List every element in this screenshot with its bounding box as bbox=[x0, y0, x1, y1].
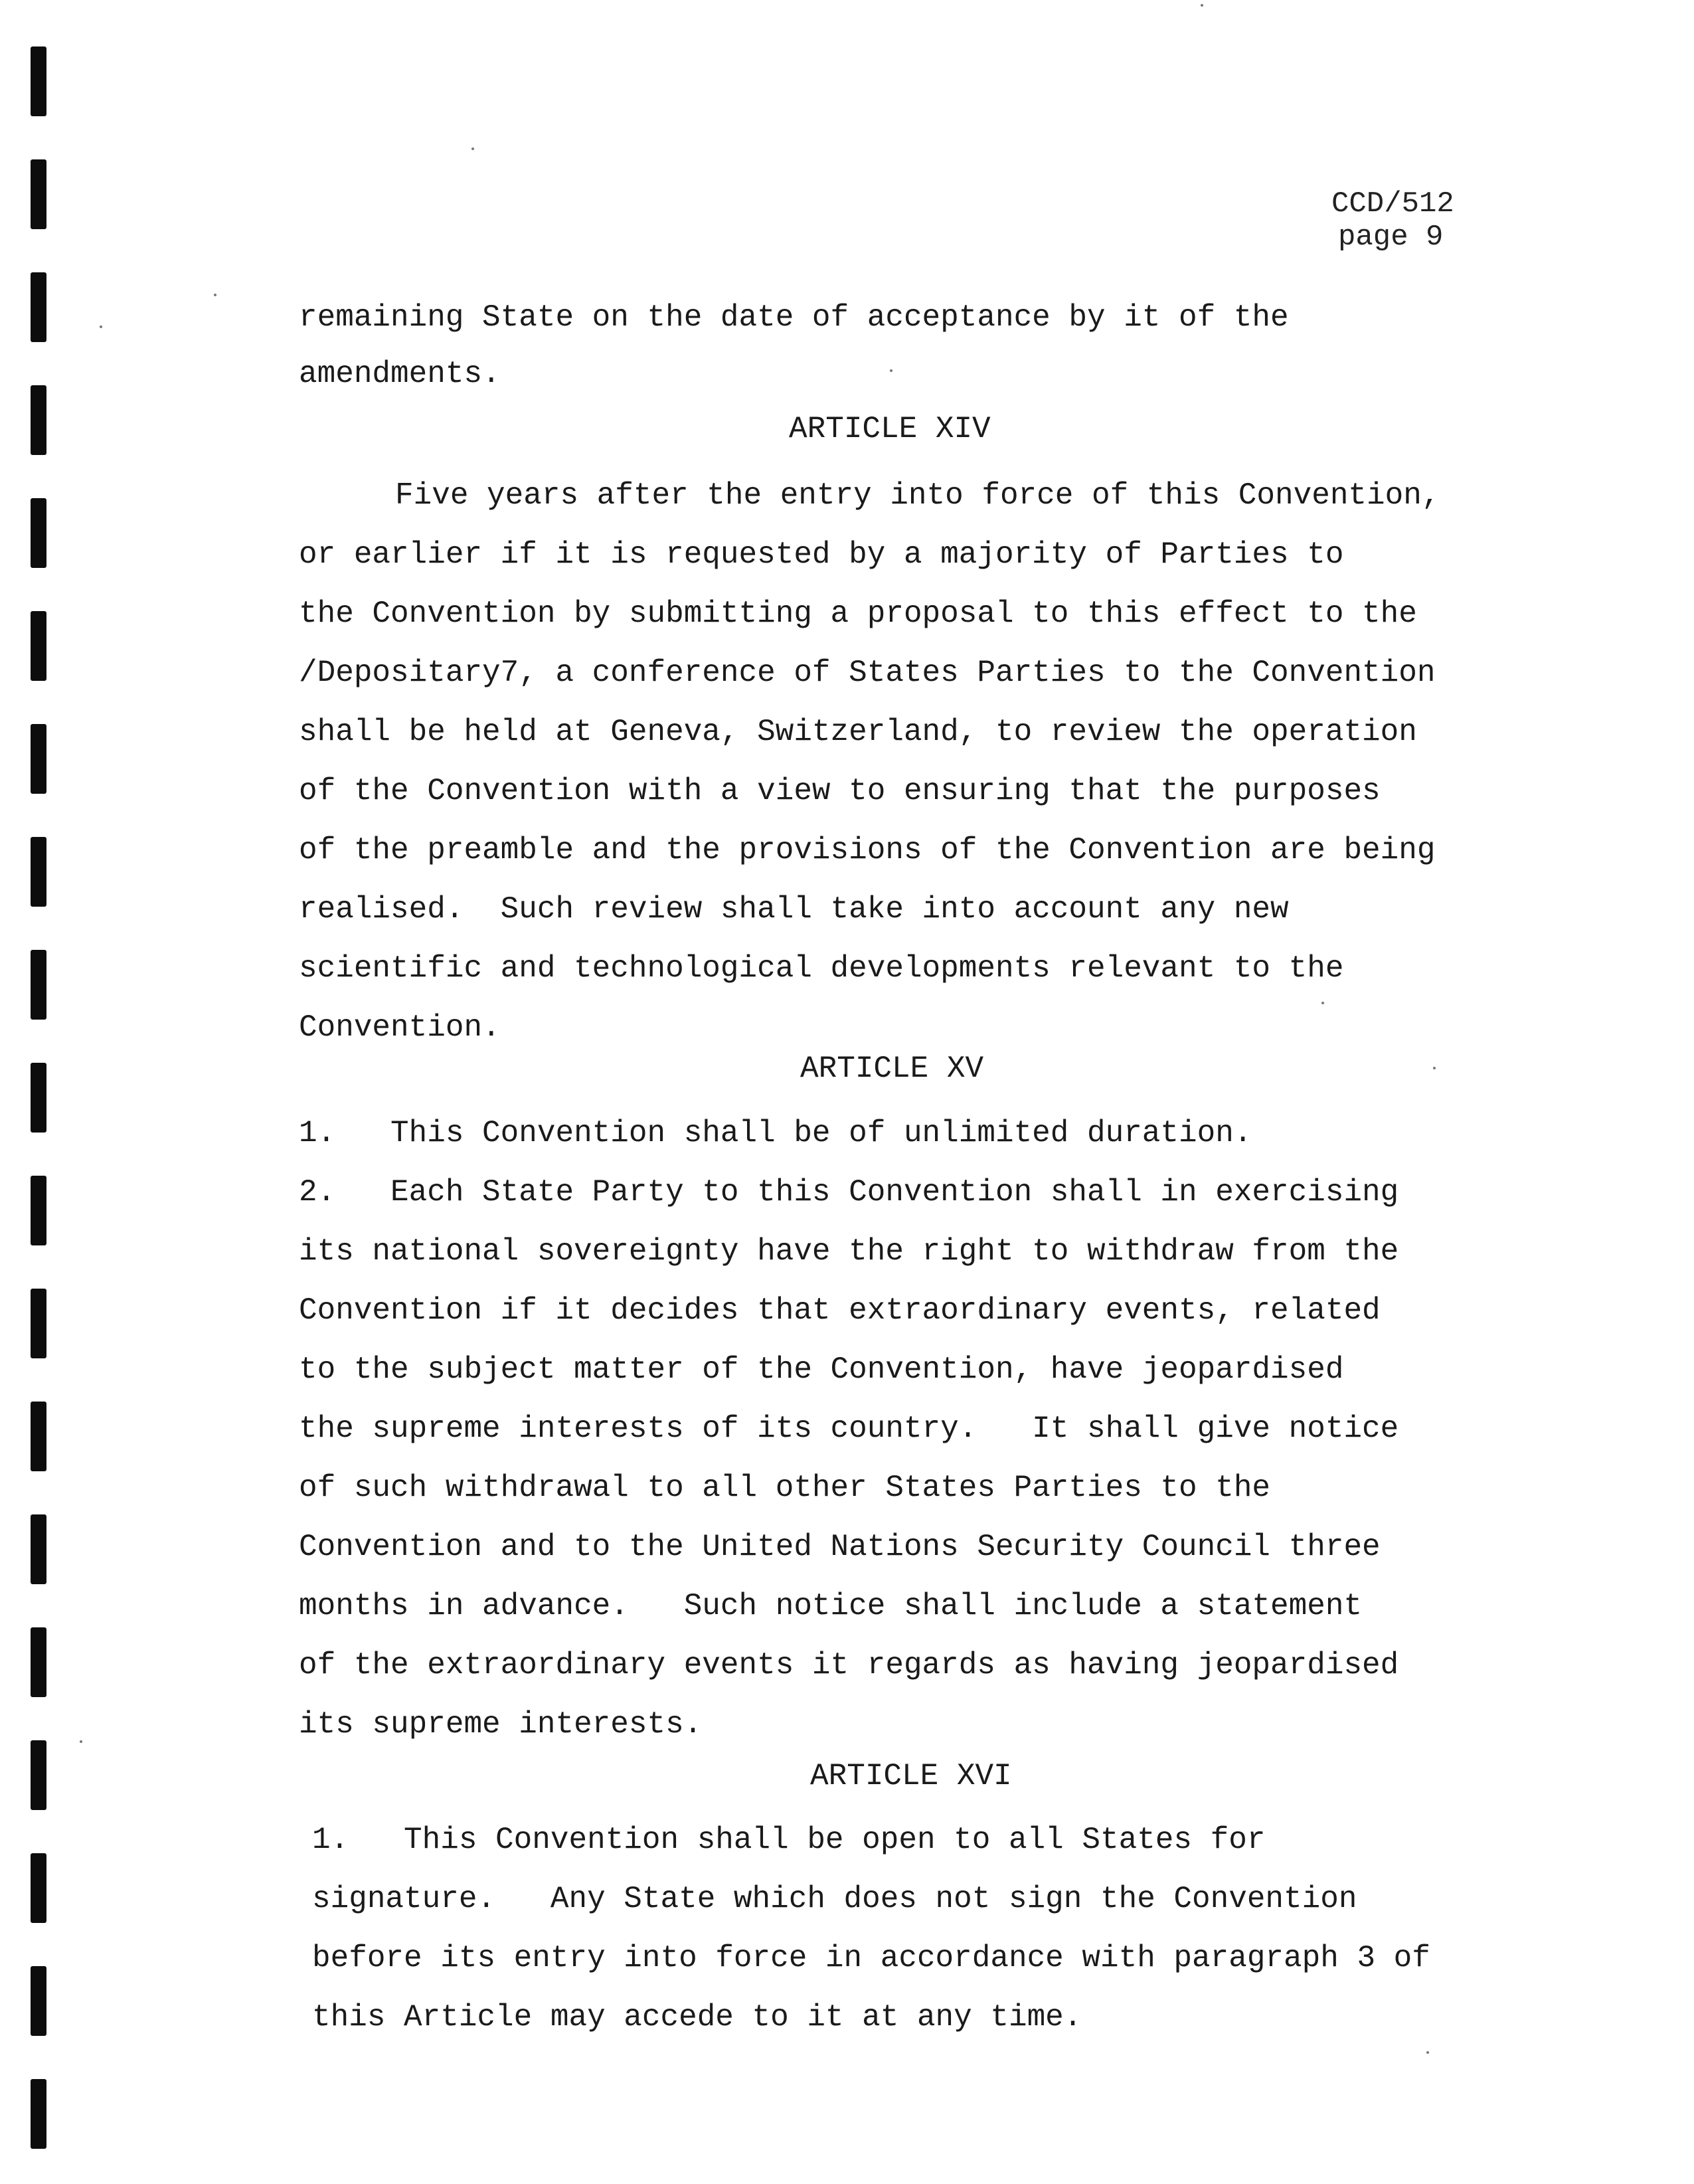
text-line: Convention if it decides that extraordinary events, related bbox=[299, 1293, 1381, 1328]
binding-hole bbox=[31, 950, 46, 1020]
text-line: amendments. bbox=[299, 357, 501, 391]
text-line: shall be held at Geneva, Switzerland, to review the operation bbox=[299, 715, 1417, 749]
text-line: of the Convention with a view to ensuring that the purposes bbox=[299, 774, 1381, 808]
article-xvi-heading: ARTICLE XVI bbox=[810, 1759, 1012, 1793]
binding-hole bbox=[31, 1966, 46, 2036]
binding-hole bbox=[31, 1740, 46, 1810]
binding-hole bbox=[31, 1063, 46, 1133]
article-xiv-heading: ARTICLE XIV bbox=[789, 412, 991, 446]
text-line: to the subject matter of the Convention, have jeopardised bbox=[299, 1352, 1344, 1387]
article-xvi-body bbox=[312, 1811, 1574, 2047]
text-line: or earlier if it is requested by a majority of Parties to bbox=[299, 537, 1344, 572]
binding-hole bbox=[31, 1514, 46, 1584]
text-line: signature. Any State which does not sign the Convention bbox=[312, 1882, 1357, 1916]
text-line: Convention. bbox=[299, 1010, 501, 1045]
text-line: 2. Each State Party to this Convention shall in exercising bbox=[299, 1175, 1399, 1210]
text-line: Convention and to the United Nations Security Council three bbox=[299, 1530, 1381, 1564]
text-line: this Article may accede to it at any time. bbox=[312, 2000, 1082, 2035]
binding-hole bbox=[31, 385, 46, 455]
scan-speck bbox=[1201, 4, 1203, 7]
article-xv-heading: ARTICLE XV bbox=[800, 1051, 984, 1086]
scan-speck bbox=[100, 325, 102, 328]
binding-hole bbox=[31, 1853, 46, 1923]
page-number: page 9 bbox=[1338, 221, 1444, 254]
binding-hole bbox=[31, 1176, 46, 1245]
text-line: Five years after the entry into force of this Convention, bbox=[395, 478, 1440, 513]
binding-hole bbox=[31, 46, 46, 116]
text-line: scientific and technological developments relevant to the bbox=[299, 951, 1344, 986]
binding-hole bbox=[31, 1402, 46, 1471]
scan-speck bbox=[80, 1740, 82, 1743]
binding-hole bbox=[31, 2079, 46, 2149]
text-line: remaining State on the date of acceptance by it of the bbox=[299, 300, 1289, 335]
continuation-paragraph bbox=[299, 288, 1561, 404]
text-line: before its entry into force in accordance with paragraph 3 of bbox=[312, 1941, 1430, 1975]
text-line: its national sovereignty have the right to withdraw from the bbox=[299, 1234, 1399, 1269]
binding-hole bbox=[31, 1289, 46, 1358]
binding-hole bbox=[31, 837, 46, 907]
text-line: 1. This Convention shall be open to all States for bbox=[312, 1823, 1266, 1857]
text-line: 1. This Convention shall be of unlimited duration. bbox=[299, 1116, 1252, 1150]
text-line: of the preamble and the provisions of the Convention are being bbox=[299, 833, 1436, 867]
binding-hole bbox=[31, 1627, 46, 1697]
article-xiv-body bbox=[299, 466, 1561, 1057]
binding-hole bbox=[31, 159, 46, 229]
scan-speck bbox=[214, 294, 216, 296]
binding-hole bbox=[31, 611, 46, 681]
binding-hole bbox=[31, 272, 46, 342]
text-line: of such withdrawal to all other States Parties to the bbox=[299, 1471, 1271, 1505]
binding-holes bbox=[25, 0, 52, 2184]
text-line: of the extraordinary events it regards as having jeopardised bbox=[299, 1648, 1399, 1683]
text-line: the supreme interests of its country. It shall give notice bbox=[299, 1411, 1399, 1446]
text-line: its supreme interests. bbox=[299, 1707, 703, 1742]
scan-speck bbox=[1433, 1067, 1436, 1069]
text-line: months in advance. Such notice shall include a statement bbox=[299, 1589, 1363, 1623]
document-symbol: CCD/512 bbox=[1331, 187, 1454, 221]
scan-speck bbox=[471, 147, 474, 150]
binding-hole bbox=[31, 498, 46, 568]
binding-hole bbox=[31, 724, 46, 794]
text-line: /Depositary7, a conference of States Parties to the Convention bbox=[299, 656, 1436, 690]
document-reference bbox=[1331, 187, 1454, 254]
text-line: the Convention by submitting a proposal to this effect to the bbox=[299, 596, 1417, 631]
article-xv-body bbox=[299, 1104, 1561, 1754]
scan-speck bbox=[1426, 2051, 1429, 2054]
text-line: realised. Such review shall take into account any new bbox=[299, 892, 1289, 927]
